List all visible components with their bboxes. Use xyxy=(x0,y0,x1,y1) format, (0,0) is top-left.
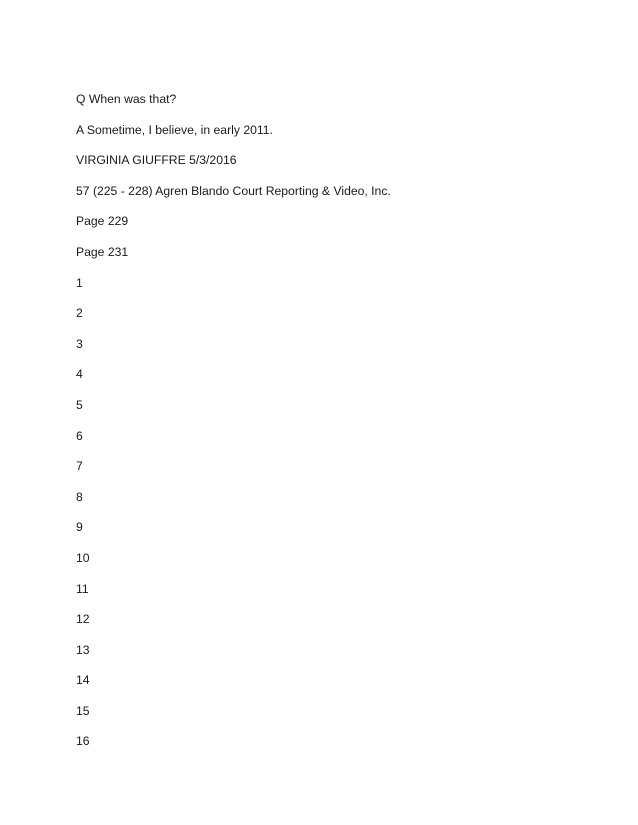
answer-line: A Sometime, I believe, in early 2011. xyxy=(76,122,273,137)
page-label: Page 231 xyxy=(76,244,129,259)
line-number: 11 xyxy=(76,581,89,596)
line-number: 9 xyxy=(76,520,83,535)
line-number: 3 xyxy=(76,336,83,351)
reporting-footer: 57 (225 - 228) Agren Blando Court Reporting & Video, Inc. xyxy=(76,183,391,198)
line-number: 14 xyxy=(76,673,90,688)
witness-header: VIRGINIA GIUFFRE 5/3/2016 xyxy=(76,153,237,168)
line-number: 5 xyxy=(76,397,83,412)
page-label: Page 229 xyxy=(76,214,129,229)
line-number: 10 xyxy=(76,550,90,565)
transcript-text xyxy=(76,91,576,764)
line-number: 16 xyxy=(76,734,90,749)
line-number: 12 xyxy=(76,612,90,627)
line-number: 2 xyxy=(76,306,83,321)
line-number: 15 xyxy=(76,703,90,718)
line-number: 13 xyxy=(76,642,90,657)
line-number: 8 xyxy=(76,489,83,504)
line-number: 1 xyxy=(76,275,83,290)
question-line: Q When was that? xyxy=(76,92,177,106)
line-number: 4 xyxy=(76,367,83,382)
line-number: 6 xyxy=(76,428,83,443)
line-number: 7 xyxy=(76,459,83,474)
